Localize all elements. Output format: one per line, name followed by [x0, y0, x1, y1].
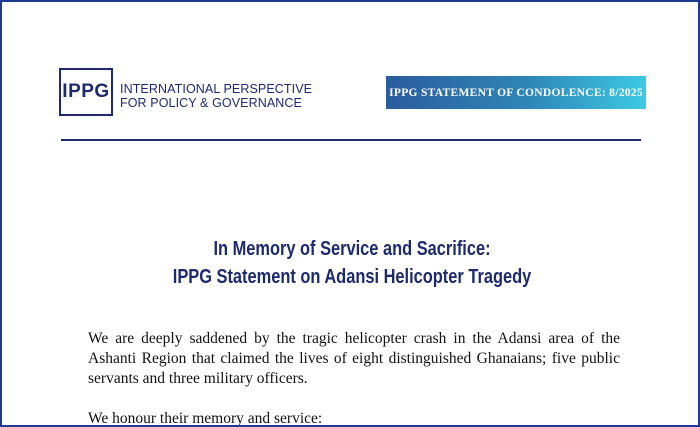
- org-name-line1: INTERNATIONAL PERSPECTIVE: [120, 82, 313, 96]
- body-paragraph-2: We honour their memory and service:: [88, 410, 323, 427]
- organization-name: [120, 82, 312, 110]
- body-paragraph-1: We are deeply saddened by the tragic helicopter crash in the Adansi area of the Ashanti Region that claimed the lives of eight distinguished Ghanaians; five public servants and three military officers.: [88, 330, 620, 387]
- ippg-logo: [59, 68, 113, 116]
- statement-body: [88, 329, 620, 427]
- page-title: [65, 235, 639, 291]
- org-name-line2: FOR POLICY & GOVERNANCE: [120, 96, 302, 110]
- statement-badge-text: IPPG STATEMENT OF CONDOLENCE: 8/2025: [389, 86, 643, 99]
- statement-badge: [386, 76, 646, 109]
- header-divider: [61, 139, 641, 141]
- logo-text: IPPG: [62, 81, 110, 102]
- title-line1: In Memory of Service and Sacrifice:: [213, 238, 491, 260]
- title-line2: IPPG Statement on Adansi Helicopter Tragedy: [172, 266, 532, 288]
